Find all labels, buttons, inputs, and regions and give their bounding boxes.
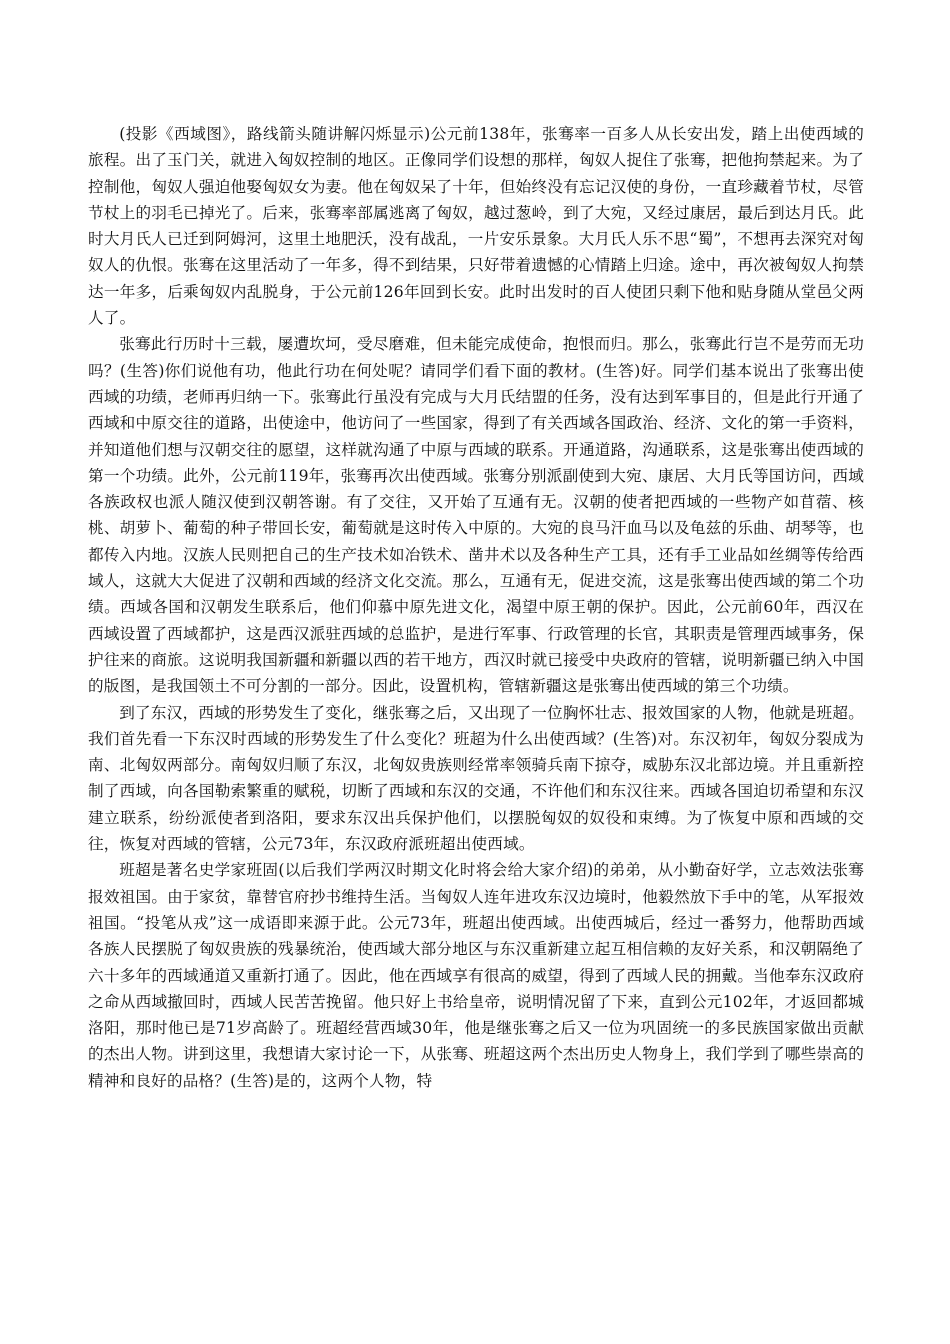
paragraph-4: 班超是著名史学家班固(以后我们学两汉时期文化时将会给大家介绍)的弟弟，从小勤奋好学，立志效法张骞报效祖国。由于家贫，靠替官府抄书维持生活。当匈奴人连年进攻东汉边境时，他毅然放下手中的笔，从军报效祖国。“投笔从戎”这一成语即来源于此。公元73年，班超出使西域。出使西城后，经过一番努力，他帮助西域各族人民摆脱了匈奴贵族的残暴统治，使西域大部分地区与东汉重新建立起互相信赖的友好关系，和汉朝隔绝了六十多年的西域通道又重新打通了。因此，他在西域享有很高的威望，得到了西域人民的拥戴。当他奉东汉政府之命从西域撤回时，西域人民苦苦挽留。他只好上书给皇帝，说明情况留了下来，直到公元102年，才返回都城洛阳，那时他已是71岁高龄了。班超经营西域30年，他是继张骞之后又一位为巩固统一的多民族国家做出贡献的杰出人物。讲到这里，我想请大家讨论一下，从张骞、班超这两个杰出历史人物身上，我们学到了哪些崇高的精神和良好的品格？(生答)是的，这两个人物，特 [88,861,864,1090]
paragraph-3: 到了东汉，西域的形势发生了变化，继张骞之后，又出现了一位胸怀壮志、报效国家的人物，他就是班超。我们首先看一下东汉时西域的形势发生了什么变化？班超为什么出使西域？(生答)对。东汉初年，匈奴分裂成为南、北匈奴两部分。南匈奴归顺了东汉，北匈奴贵族则经常率领骑兵南下掠夺，威胁东汉北部边境。并且重新控制了西域，向各国勒索繁重的赋税，切断了西域和东汉的交通，不许他们和东汉往来。西域各国迫切希望和东汉建立联系，纷纷派使者到洛阳，要求东汉出兵保护他们，以摆脱匈奴的奴役和束缚。为了恢复中原和西域的交往，恢复对西域的管辖，公元73年，东汉政府派班超出使西域。 [88,703,864,854]
document-body [88,121,864,1094]
paragraph-1: (投影《西域图》，路线箭头随讲解闪烁显示)公元前138年，张骞率一百多人从长安出发，踏上出使西域的旅程。出了玉门关，就进入匈奴控制的地区。正像同学们设想的那样，匈奴人捉住了张骞，把他拘禁起来。为了控制他，匈奴人强迫他娶匈奴女为妻。他在匈奴呆了十年，但始终没有忘记汉使的身份，一直珍藏着节杖，尽管节杖上的羽毛已掉光了。后来，张骞率部属逃离了匈奴，越过葱岭，到了大宛，又经过康居，最后到达月氏。此时大月氏人已迁到阿姆河，这里土地肥沃，没有战乱，一片安乐景象。大月氏人乐不思“蜀”，不想再去深究对匈奴人的仇恨。张骞在这里活动了一年多，得不到结果，只好带着遗憾的心情踏上归途。途中，再次被匈奴人拘禁达一年多，后乘匈奴内乱脱身，于公元前126年回到长安。此时出发时的百人使团只剩下他和贴身随从堂邑父两人了。 [88,125,864,328]
paragraph-2: 张骞此行历时十三载，屡遭坎坷，受尽磨难，但未能完成使命，抱恨而归。那么，张骞此行岂不是劳而无功吗？(生答)你们说他有功，他此行功在何处呢？请同学们看下面的教材。(生答)好。同学们基本说出了张骞出使西域的功绩，老师再归纳一下。张骞此行虽没有完成与大月氏结盟的任务，没有达到军事目的，但是此行开通了西域和中原交往的道路，出使途中，他访问了一些国家，得到了有关西域各国政治、经济、文化的第一手资料，并知道他们想与汉朝交往的愿望，这样就沟通了中原与西域的联系。开通道路，沟通联系，这是张骞出使西域的第一个功绩。此外，公元前119年，张骞再次出使西域。张骞分别派副使到大宛、康居、大月氏等国访问，西域各族政权也派人随汉使到汉朝答谢。有了交往，又开始了互通有无。汉朝的使者把西域的一些物产如苜蓿、核桃、胡萝卜、葡萄的种子带回长安，葡萄就是这时传入中原的。大宛的良马汗血马以及龟兹的乐曲、胡琴等，也都传入内地。汉族人民则把自己的生产技术如冶铁术、凿井术以及各种生产工具，还有手工业品如丝绸等传给西域人，这就大大促进了汉朝和西域的经济文化交流。那么，互通有无，促进交流，这是张骞出使西域的第二个功绩。西域各国和汉朝发生联系后，他们仰慕中原先进文化，渴望中原王朝的保护。因此，公元前60年，西汉在西域设置了西域都护，这是西汉派驻西域的总监护，是进行军事、行政管理的长官，其职责是管理西域事务，保护往来的商旅。这说明我国新疆和新疆以西的若干地方，西汉时就已接受中央政府的管辖，说明新疆已纳入中国的版图，是我国领土不可分割的一部分。因此，设置机构，管辖新疆这是张骞出使西域的第三个功绩。 [88,335,864,696]
